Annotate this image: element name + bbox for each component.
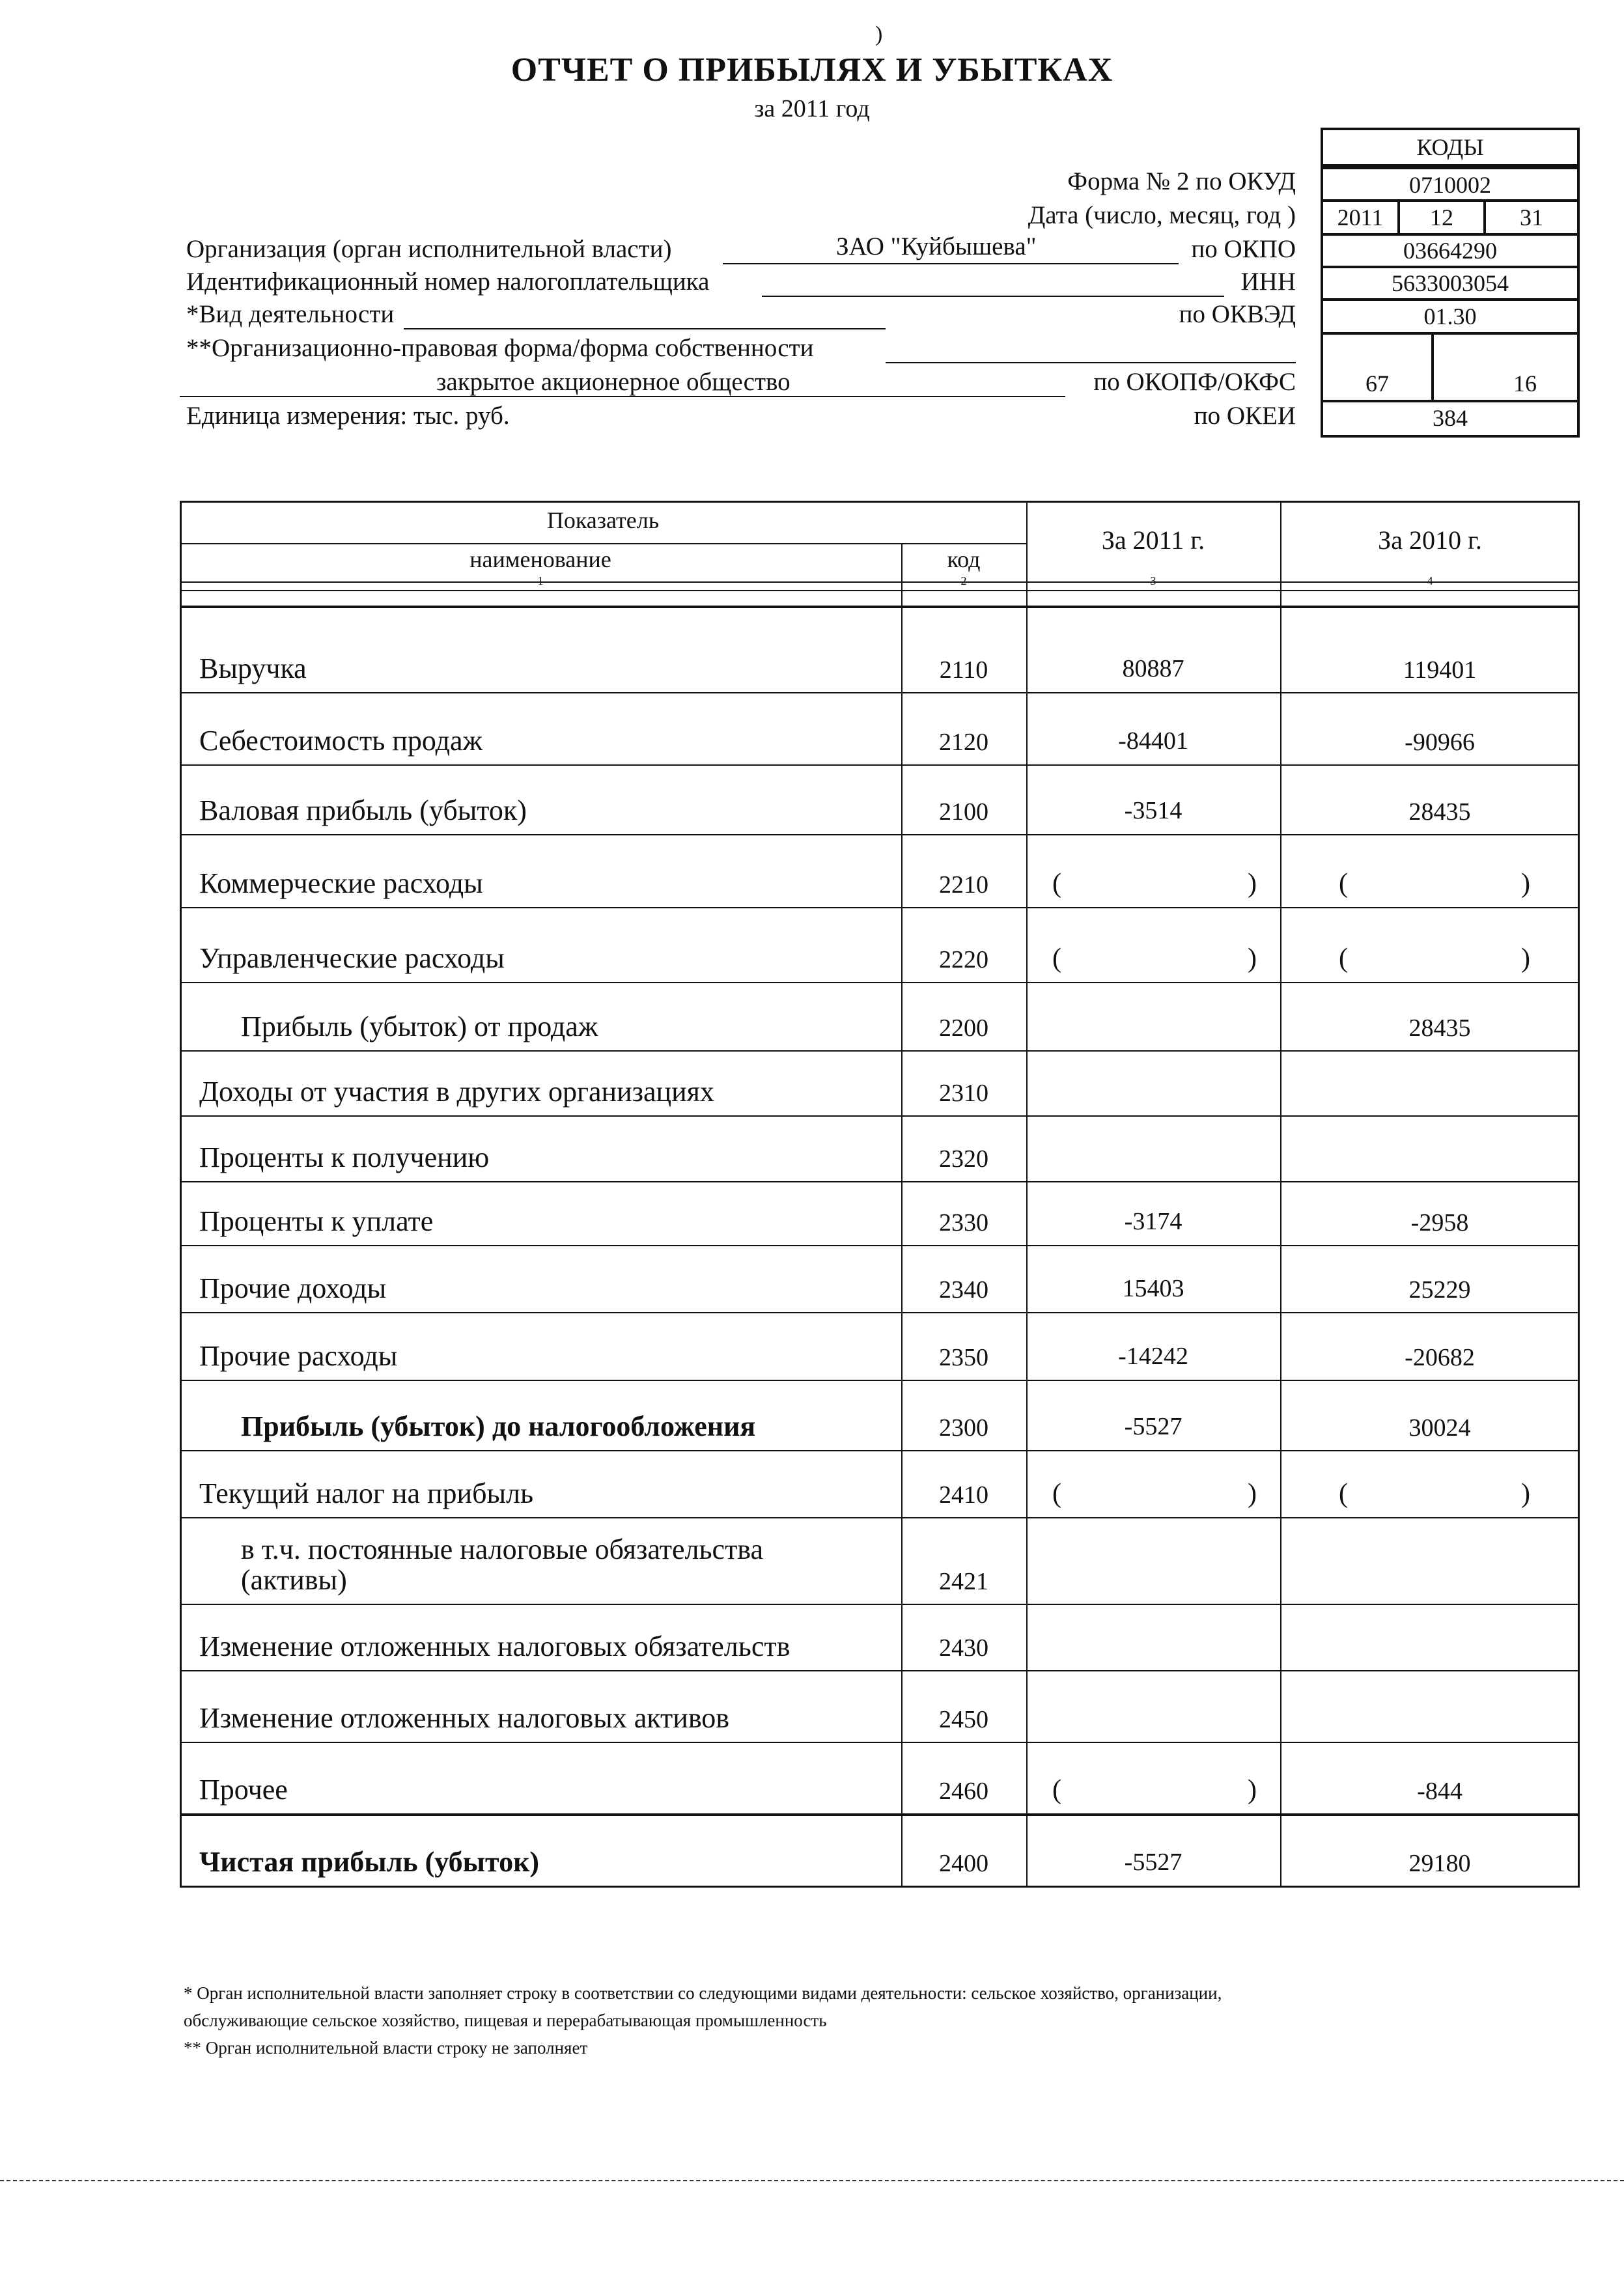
row-name: Выручка <box>199 652 307 684</box>
value-2010: -20682 <box>1405 1344 1475 1371</box>
okved-label: по ОКВЭД <box>1179 300 1296 328</box>
value-2011: -84401 <box>1118 727 1188 755</box>
row-divider <box>901 1670 1580 1671</box>
row-name-continued: (активы) <box>241 1564 347 1596</box>
row-name: Прочие доходы <box>199 1272 387 1304</box>
code-okpo: 03664290 <box>1321 234 1580 267</box>
row-divider-name <box>180 1517 901 1518</box>
footnote-3: ** Орган исполнительной власти строку не заполняет <box>184 2038 588 2058</box>
bracket-open-2010: ( <box>1339 943 1348 973</box>
bracket-open-2010: ( <box>1339 1479 1348 1509</box>
row-code: 2460 <box>939 1778 988 1805</box>
value-2011: -3514 <box>1124 797 1183 824</box>
row-name: Прибыль (убыток) от продаж <box>241 1011 598 1042</box>
value-2011: -14242 <box>1118 1343 1188 1370</box>
row-divider <box>901 1813 1580 1816</box>
row-divider-name <box>180 1742 901 1743</box>
header-divider <box>180 543 1026 544</box>
page-bottom-line <box>0 2180 1624 2181</box>
row-divider <box>901 692 1580 693</box>
bracket-close-2010: ) <box>1521 943 1530 973</box>
inn-label: Идентификационный номер налогоплательщика <box>186 268 710 296</box>
value-2010: 119401 <box>1403 656 1477 684</box>
row-code: 2120 <box>939 729 988 756</box>
row-code: 2400 <box>939 1850 988 1877</box>
row-divider <box>901 764 1580 766</box>
col-index-2: 2 <box>960 574 967 587</box>
row-code: 2430 <box>939 1634 988 1662</box>
row-code: 2200 <box>939 1014 988 1042</box>
value-2011: 15403 <box>1122 1275 1184 1302</box>
bracket-open-2010: ( <box>1339 869 1348 899</box>
bracket-open-2011: ( <box>1052 943 1061 973</box>
bracket-open-2011: ( <box>1052 1775 1061 1805</box>
row-divider-name <box>180 764 901 766</box>
legal-form-underline-top <box>886 362 1296 363</box>
col-index-4: 4 <box>1427 574 1433 587</box>
bracket-open-2011: ( <box>1052 869 1061 899</box>
bracket-open-2011: ( <box>1052 1479 1061 1509</box>
value-2010: -844 <box>1417 1778 1463 1805</box>
row-name: Текущий налог на прибыль <box>199 1477 534 1509</box>
okpo-label: по ОКПО <box>1191 235 1296 263</box>
code-okved: 01.30 <box>1321 300 1580 333</box>
value-2010: -2958 <box>1410 1209 1469 1236</box>
row-divider-name <box>180 982 901 983</box>
row-name: Управленческие расходы <box>199 942 505 974</box>
bracket-close-2010: ) <box>1521 1479 1530 1509</box>
row-divider-name <box>180 1312 901 1313</box>
row-divider <box>901 1181 1580 1182</box>
row-name: Доходы от участия в других организациях <box>199 1076 714 1108</box>
row-code: 2330 <box>939 1209 988 1236</box>
row-divider-name <box>180 1181 901 1182</box>
index-divider <box>180 590 1580 591</box>
row-name: Прочее <box>199 1774 288 1806</box>
row-divider-name <box>180 1050 901 1052</box>
row-name: в т.ч. постоянные налоговые обязательства <box>241 1533 764 1565</box>
bracket-close-2011: ) <box>1248 1775 1257 1805</box>
row-divider <box>901 1115 1580 1117</box>
okopf-label: по ОКОПФ/ОКФС <box>1093 368 1296 396</box>
row-divider-name <box>180 1245 901 1246</box>
row-code: 2220 <box>939 946 988 973</box>
row-code: 2300 <box>939 1414 988 1442</box>
row-name: Проценты к уплате <box>199 1205 434 1237</box>
row-divider-name <box>180 1813 901 1816</box>
date-label: Дата (число, месяц, год ) <box>1028 201 1296 229</box>
row-name: Прочие расходы <box>199 1340 398 1372</box>
row-divider-name <box>180 1450 901 1451</box>
col-2011-header: За 2011 г. <box>1101 525 1205 555</box>
row-code: 2410 <box>939 1481 988 1509</box>
row-divider <box>901 1450 1580 1451</box>
col-indicator-header: Показатель <box>546 507 660 533</box>
col-index-3: 3 <box>1150 574 1156 587</box>
form-label: Форма № 2 по ОКУД <box>1067 167 1296 195</box>
okei-label: по ОКЕИ <box>1194 402 1296 430</box>
col-divider-2011 <box>1026 501 1028 1886</box>
row-code: 2110 <box>939 656 988 684</box>
row-divider <box>901 982 1580 983</box>
org-label: Организация (орган исполнительной власти) <box>186 235 672 263</box>
row-code: 2340 <box>939 1276 988 1304</box>
value-2010: 30024 <box>1408 1414 1471 1442</box>
bracket-close-2011: ) <box>1248 943 1257 973</box>
row-name: Изменение отложенных налоговых обязательств <box>199 1630 791 1662</box>
row-divider-name <box>180 834 901 835</box>
row-divider <box>901 1380 1580 1381</box>
row-code: 2310 <box>939 1080 988 1107</box>
row-name: Чистая прибыль (убыток) <box>199 1846 540 1878</box>
org-underline <box>723 263 1179 264</box>
value-2011: -5527 <box>1124 1413 1183 1440</box>
row-divider-name <box>180 1670 901 1671</box>
col-divider-2010 <box>1280 501 1281 1886</box>
codes-header: КОДЫ <box>1321 128 1580 167</box>
col-2010-header: За 2010 г. <box>1378 525 1482 555</box>
value-2010: 28435 <box>1408 1014 1471 1042</box>
bracket-close-2010: ) <box>1521 869 1530 899</box>
legal-form-underline <box>180 396 1065 397</box>
row-name: Проценты к получению <box>199 1141 490 1173</box>
row-code: 2350 <box>939 1344 988 1371</box>
unit-label: Единица измерения: тыс. руб. <box>186 402 510 430</box>
body-top-divider <box>180 606 1580 608</box>
code-okud: 0710002 <box>1321 167 1580 201</box>
code-date-day: 31 <box>1485 201 1580 234</box>
legal-form-label: **Организационно-правовая форма/форма собственности <box>186 334 814 362</box>
inn-short-label: ИНН <box>1240 268 1296 296</box>
row-code: 2421 <box>939 1568 988 1595</box>
code-okfs: 16 <box>1433 333 1580 401</box>
row-name: Изменение отложенных налоговых активов <box>199 1702 730 1734</box>
row-name: Коммерческие расходы <box>199 867 483 899</box>
row-divider-name <box>180 907 901 908</box>
stray-mark: ) <box>875 22 883 46</box>
col-name-header: наименование <box>469 546 611 572</box>
value-2011: -3174 <box>1124 1208 1183 1235</box>
row-divider-name <box>180 692 901 693</box>
row-divider-name <box>180 1115 901 1117</box>
bracket-close-2011: ) <box>1248 869 1257 899</box>
row-divider-name <box>180 1380 901 1381</box>
row-divider-name <box>180 1604 901 1605</box>
row-divider <box>901 1517 1580 1518</box>
bracket-close-2011: ) <box>1248 1479 1257 1509</box>
row-divider <box>901 1742 1580 1743</box>
row-name: Прибыль (убыток) до налогообложения <box>241 1410 756 1442</box>
row-code: 2210 <box>939 871 988 899</box>
value-2011: -5527 <box>1124 1849 1183 1876</box>
legal-form-value: закрытое акционерное общество <box>436 368 791 396</box>
activity-label: *Вид деятельности <box>186 300 395 328</box>
row-name: Себестоимость продаж <box>199 725 483 757</box>
row-divider <box>901 1604 1580 1605</box>
row-divider <box>901 1245 1580 1246</box>
value-2011: 80887 <box>1122 655 1184 682</box>
value-2010: 29180 <box>1408 1850 1471 1877</box>
org-value: ЗАО "Куйбышева" <box>836 232 1037 260</box>
value-2010: 28435 <box>1408 798 1471 826</box>
activity-underline <box>404 328 886 329</box>
document-subtitle: за 2011 год <box>754 95 870 122</box>
col-code-header: код <box>947 546 981 572</box>
row-divider <box>901 1050 1580 1052</box>
code-okopf: 67 <box>1321 333 1433 401</box>
row-code: 2320 <box>939 1145 988 1173</box>
value-2010: -90966 <box>1405 729 1475 756</box>
col-index-1: 1 <box>537 574 544 587</box>
row-code: 2100 <box>939 798 988 826</box>
code-inn: 5633003054 <box>1321 267 1580 300</box>
code-date-month: 12 <box>1399 201 1485 234</box>
value-2010: 25229 <box>1408 1276 1471 1304</box>
income-statement-table <box>180 501 1580 1888</box>
row-divider <box>901 1312 1580 1313</box>
code-date-year: 2011 <box>1321 201 1399 234</box>
row-code: 2450 <box>939 1706 988 1733</box>
inn-underline <box>762 296 1224 297</box>
footnote-1: * Орган исполнительной власти заполняет строку в соответствии со следующими видами деятельности: сельское хозяйство, организации, <box>184 1983 1222 2003</box>
row-name: Валовая прибыль (убыток) <box>199 794 527 826</box>
footnote-2: обслуживающие сельское хозяйство, пищевая и перерабатывающая промышленность <box>184 2011 827 2030</box>
row-divider <box>901 834 1580 835</box>
header-divider-bottom <box>180 581 1580 583</box>
document-title: ОТЧЕТ О ПРИБЫЛЯХ И УБЫТКАХ <box>511 51 1113 89</box>
row-divider <box>901 907 1580 908</box>
code-okei: 384 <box>1321 401 1580 438</box>
